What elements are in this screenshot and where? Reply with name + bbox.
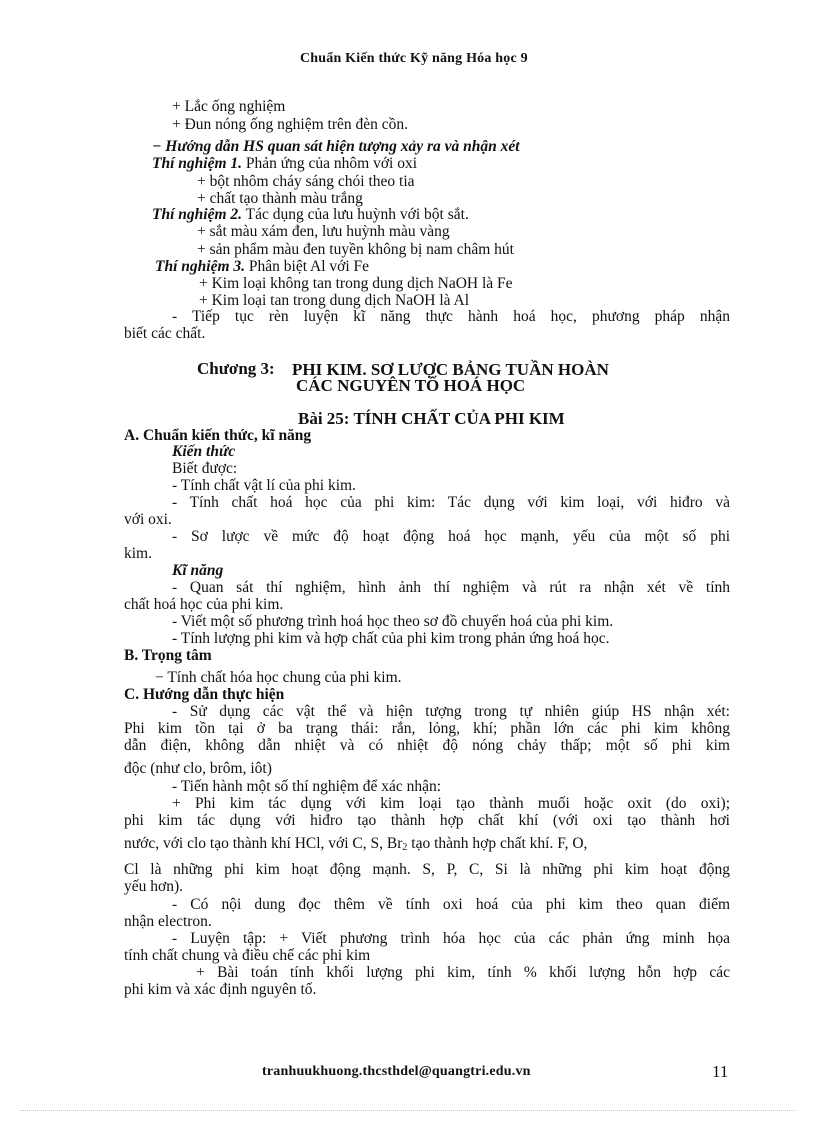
text-line: Biết được:	[172, 460, 238, 477]
text-line	[124, 835, 587, 856]
section-c-heading: C. Hướng dẫn thực hiện	[124, 686, 285, 703]
text-line: + Đun nóng ống nghiệm trên đèn cồn.	[172, 116, 409, 133]
guide-heading: − Hướng dẫn HS quan sát hiện tượng xảy ra và nhận xét	[152, 138, 520, 155]
text-line: độc (như clo, brôm, iôt)	[124, 760, 272, 777]
text-line: + bột nhôm cháy sáng chói theo tia	[197, 173, 415, 190]
text-line: - Viết một số phương trình hoá học theo sơ đồ chuyển hoá của phi kim.	[172, 613, 614, 630]
text-line: Cl là những phi kim hoạt động mạnh. S, P, C, Si là những phi kim hoạt động	[124, 861, 730, 878]
knowledge-title: Kiến thức	[172, 443, 236, 460]
experiment-text: Tác dụng của lưu huỳnh với bột sắt.	[242, 206, 469, 223]
text-line: - Luyện tập: + Viết phương trình hóa học của các phản ứng minh họa	[172, 930, 730, 947]
text-line: yếu hơn).	[124, 878, 183, 895]
lesson-label: Bài 25:	[298, 409, 350, 428]
text-line: - Tính chất hoá học của phi kim: Tác dụng với kim loại, với hiđro và	[172, 494, 730, 511]
subscript: 2	[402, 842, 408, 853]
experiment-1	[152, 155, 417, 172]
text-line: - Có nội dung đọc thêm về tính oxi hoá của phi kim theo quan điểm	[172, 896, 730, 913]
page-header-title: Chuẩn Kiến thức Kỹ năng Hóa học 9	[300, 51, 528, 66]
text-line: - Tính lượng phi kim và hợp chất của phi kim trong phản ứng hoá học.	[172, 630, 610, 647]
text-line: biết các chất.	[124, 325, 206, 342]
lesson-title	[298, 410, 565, 427]
section-b-heading: B. Trọng tâm	[124, 647, 212, 664]
experiment-2	[152, 206, 469, 223]
text-line: - Sử dụng các vật thể và hiện tượng trong tự nhiên giúp HS nhận xét:	[172, 703, 730, 720]
chapter-label: Chương 3:	[197, 359, 275, 378]
experiment-text: Phân biệt Al với Fe	[245, 258, 370, 275]
text-line: chất hoá học của phi kim.	[124, 596, 284, 613]
text-line: + sản phẩm màu đen tuyền không bị nam châm hút	[197, 241, 514, 258]
page-bottom-rule	[20, 1110, 796, 1111]
text-line: + Kim loại không tan trong dung dịch NaOH là Fe	[199, 275, 513, 292]
text-line: - Tiếp tục rèn luyện kĩ năng thực hành hoá học, phương pháp nhận	[172, 308, 730, 325]
skill-title: Kĩ năng	[172, 562, 224, 579]
text-line: + Lắc ống nghiệm	[172, 98, 286, 115]
experiment-label: Thí nghiệm 2.	[152, 206, 243, 223]
text-line: + chất tạo thành màu trắng	[197, 190, 363, 207]
text-line: kim.	[124, 545, 152, 562]
section-a-heading: A. Chuẩn kiến thức, kĩ năng	[124, 427, 312, 444]
text-segment: nước, với clo tạo thành khí HCl, với C, S, Br	[124, 835, 403, 852]
footer-email: tranhuukhuong.thcsthdel@quangtri.edu.vn	[262, 1064, 531, 1079]
text-line: phi kim và xác định nguyên tố.	[124, 981, 317, 998]
experiment-text: Phản ứng của nhôm với oxi	[242, 155, 418, 172]
chapter-title-line-2: CÁC NGUYÊN TỐ HOÁ HỌC	[296, 376, 526, 395]
text-line: - Tiến hành một số thí nghiệm để xác nhận:	[172, 778, 442, 795]
text-line: với oxi.	[124, 511, 172, 528]
text-line: − Tính chất hóa học chung của phi kim.	[155, 669, 402, 686]
experiment-label: Thí nghiệm 3.	[155, 258, 246, 275]
experiment-label: Thí nghiệm 1.	[152, 155, 243, 172]
text-line: tính chất chung và điều chế các phi kim	[124, 947, 371, 964]
text-segment: tạo thành hợp chất khí. F, O,	[407, 835, 588, 852]
experiment-3	[155, 258, 369, 275]
text-line: + sắt màu xám đen, lưu huỳnh màu vàng	[197, 223, 450, 240]
text-line: dẫn điện, không dẫn nhiệt và có nhiệt độ nóng chảy thấp; một số phi kim	[124, 737, 730, 754]
text-line: phi kim tác dụng với hiđro tạo thành hợp chất khí (với oxi tạo thành hơi	[124, 812, 730, 829]
text-line: - Quan sát thí nghiệm, hình ảnh thí nghiệm và rút ra nhận xét về tính	[172, 579, 730, 596]
text-line: + Bài toán tính khối lượng phi kim, tính % khối lượng hỗn hợp các	[196, 964, 730, 981]
text-line: + Phi kim tác dụng với kim loại tạo thành muối hoặc oxit (do oxi);	[172, 795, 730, 812]
text-line: - Sơ lược về mức độ hoạt động hoá học mạnh, yếu của một số phi	[172, 528, 730, 545]
text-line: + Kim loại tan trong dung dịch NaOH là Al	[199, 292, 470, 309]
lesson-name: TÍNH CHẤT CỦA PHI KIM	[353, 409, 565, 428]
text-line: - Tính chất vật lí của phi kim.	[172, 477, 356, 494]
text-line: nhận electron.	[124, 913, 212, 930]
chapter-title-line-1: PHI KIM. SƠ LƯỢC BẢNG TUẦN HOÀN	[292, 360, 609, 379]
text-line: Phi kim tồn tại ở ba trạng thái: rắn, lỏng, khí; phần lớn các phi kim không	[124, 720, 730, 737]
page-number: 11	[712, 1062, 729, 1081]
